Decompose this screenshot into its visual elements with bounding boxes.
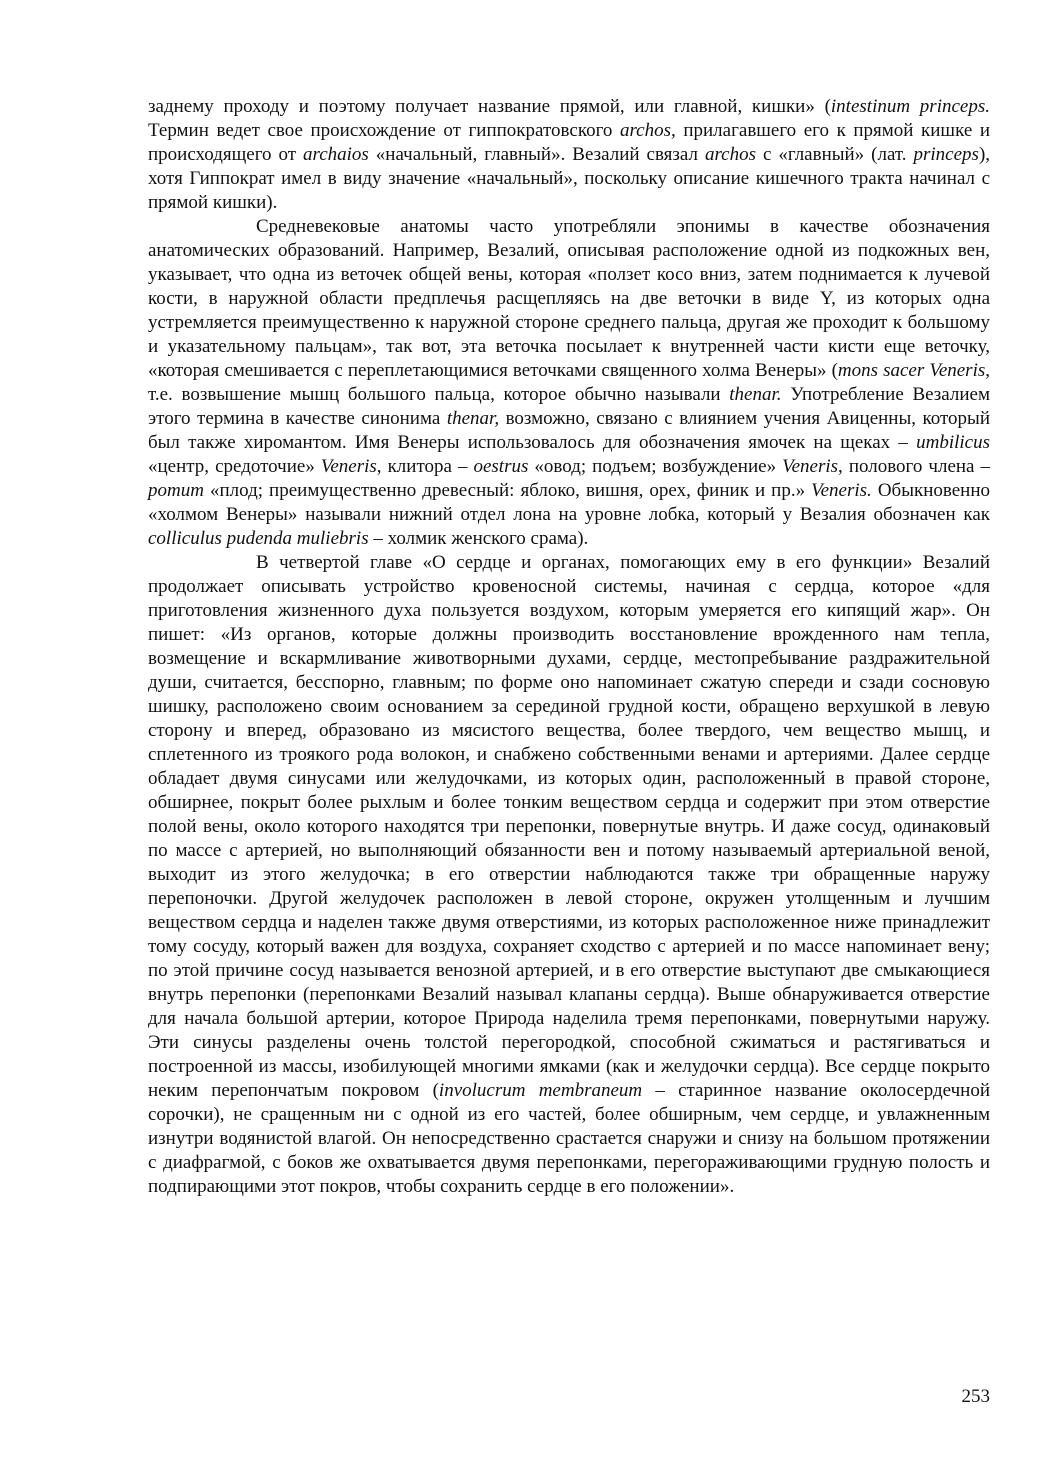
- latin-term: involucrum membraneum: [438, 1080, 643, 1101]
- text-run: Употребление Везалием этого термина в качестве синонима: [148, 384, 990, 429]
- text-run: «начальный, главный». Везалий связал: [368, 144, 705, 165]
- text-run: , клитора –: [376, 456, 474, 477]
- text-run: «овод; подъем; возбуждение»: [528, 456, 783, 477]
- latin-term: Veneris: [320, 456, 377, 477]
- text-run: – старинное название околосердечной сорочки), не сращенным ни с одной из его частей, более обширным, чем сердце, и увлажненным изнутри водянистой влагой. Он непосредственно срастается снаружи и снизу на большом протяжении с диафрагмой, с боков же охватывается двумя перепонками, перегораживающими грудную полость и подпирающими этот покров, чтобы сохранить сердце в его положении».: [148, 1080, 990, 1197]
- latin-term: colliculus pudenda muliebris: [148, 528, 369, 549]
- text-run: В четвертой главе «О сердце и органах, помогающих ему в его функции» Везалий продолжает описывать устройство кровеносной системы, начиная с сердца, которое «для приготовления жизненного духа пользуется воздухом, которым умеряется его кипящий жар». Он пишет: «Из органов, которые должны производить восстановление врожденного нам тепла, возмещение и вскармливание животворными духами, сердце, местопребывание раздражительной души, считается, бесспорно, главным; по форме оно напоминает сжатую спереди и сзади сосновую шишку, расположено своим основанием за серединой грудной кости, обращено верхушкой в левую сторону и вперед, образовано из мясистого вещества, более твердого, чем вещество мышц, и сплетенного из троякого рода волокон, и снабжено собственными венами и артериями. Далее сердце обладает двумя синусами или желудочками, из которых один, расположенный в правой стороне, обширнее, покрыт более рыхлым и более тонким веществом сердца и содержит при этом отверстие полой вены, около которого находятся три перепонки, повернутые внутрь. И даже сосуд, одинаковый по массе с артерией, но выполняющий обязанности вен и потому называемый артериальной веной, выходит из этого желудочка; в его отверстии наблюдаются также три обращенные наружу перепоночки. Другой желудочек расположен в левой стороне, окружен утолщенным и лучшим веществом сердца и наделен также двумя отверстиями, из которых расположенное ниже принадлежит тому сосуду, который важен для воздуха, сохраняет сходство с артерией и по массе напоминает вену; по этой причине сосуд называется венозной артерией, и в его отверстие выступают две смыкающиеся внутрь перепонки (перепонками Везалий называл клапаны сердца). Выше обнаруживается отверстие для начала большой артерии, которое Природа наделила тремя перепонками, повернутыми наружу. Эти синусы разделены очень толстой перегородкой, способной сжиматься и растягиваться и построенной из массы, изобилующей многими ямками (как и желудочки сердца). Все сердце покрыто неким перепончатым покровом (: [148, 552, 990, 1101]
- latin-term: thenar.: [729, 384, 782, 405]
- text-run: прилагавшего его к прямой кишке и происходящего от: [148, 120, 990, 165]
- latin-term: mons sacer Veneris: [837, 360, 986, 381]
- text-run: , полового члена –: [838, 456, 990, 477]
- latin-term: Veneris.: [811, 480, 872, 501]
- paragraph-3: [148, 551, 990, 1199]
- text-run: Средневековые анатомы часто употребляли эпонимы в качестве обозначения анатомических образований. Например, Везалий, описывая расположение одной из подкожных вен, указывает, что одна из веточек общей вены, которая «ползет косо вниз, затем поднимается к лучевой кости, в наружной области предплечья расщепляясь на две веточки в виде Y, из которых одна устремляется преимущественно к наружной стороне среднего пальца, другая же проходит к большому и указательному пальцам», так вот, эта веточка посылает к внутренней части кисти еще веточку, «которая смешивается с переплетающимися веточками священного холма Венеры» (: [148, 216, 990, 381]
- latin-term: princeps: [913, 144, 979, 165]
- page-number: 253: [961, 1386, 990, 1407]
- text-run: заднему проходу и поэтому получает название прямой, или главной, кишки» (: [148, 96, 831, 117]
- latin-term: archaios: [303, 144, 369, 165]
- paragraph-2: [148, 215, 990, 551]
- text-run: Обыкновенно «холмом Венеры» называли нижний отдел лона на уровне лобка, который у Везалия обозначен как: [148, 480, 991, 525]
- text-run: с «главный» (лат.: [756, 144, 914, 165]
- text-run: возможно, связано с влиянием учения Авиценны, который был также хиромантом. Имя Венеры использовалось для обозначения ямочек на щеках –: [148, 408, 990, 453]
- latin-term: pomum: [148, 480, 204, 501]
- text-run: Термин ведет свое происхождение от гиппократовского: [148, 120, 620, 141]
- latin-term: archos: [704, 144, 756, 165]
- latin-term: thenar,: [446, 408, 500, 429]
- page-body: [148, 95, 990, 1199]
- paragraph-1: [148, 95, 990, 215]
- latin-term: oestrus: [473, 456, 529, 477]
- text-run: ), хотя Гиппократ имел в виду значение «начальный», поскольку описание кишечного тракта начинал с прямой кишки).: [148, 144, 991, 213]
- text-run: – холмик женского срама).: [368, 528, 589, 549]
- latin-term: archos,: [619, 120, 676, 141]
- latin-term: umbilicus: [916, 432, 990, 453]
- text-run: , т.е. возвышение мышц большого пальца, которое обычно называли: [148, 360, 991, 405]
- text-run: «центр, средоточие»: [148, 456, 321, 477]
- text-run: «плод; преимущественно древесный: яблоко, вишня, орех, финик и пр.»: [203, 480, 812, 501]
- latin-term: Veneris: [782, 456, 839, 477]
- latin-term: intestinum princeps.: [830, 96, 990, 117]
